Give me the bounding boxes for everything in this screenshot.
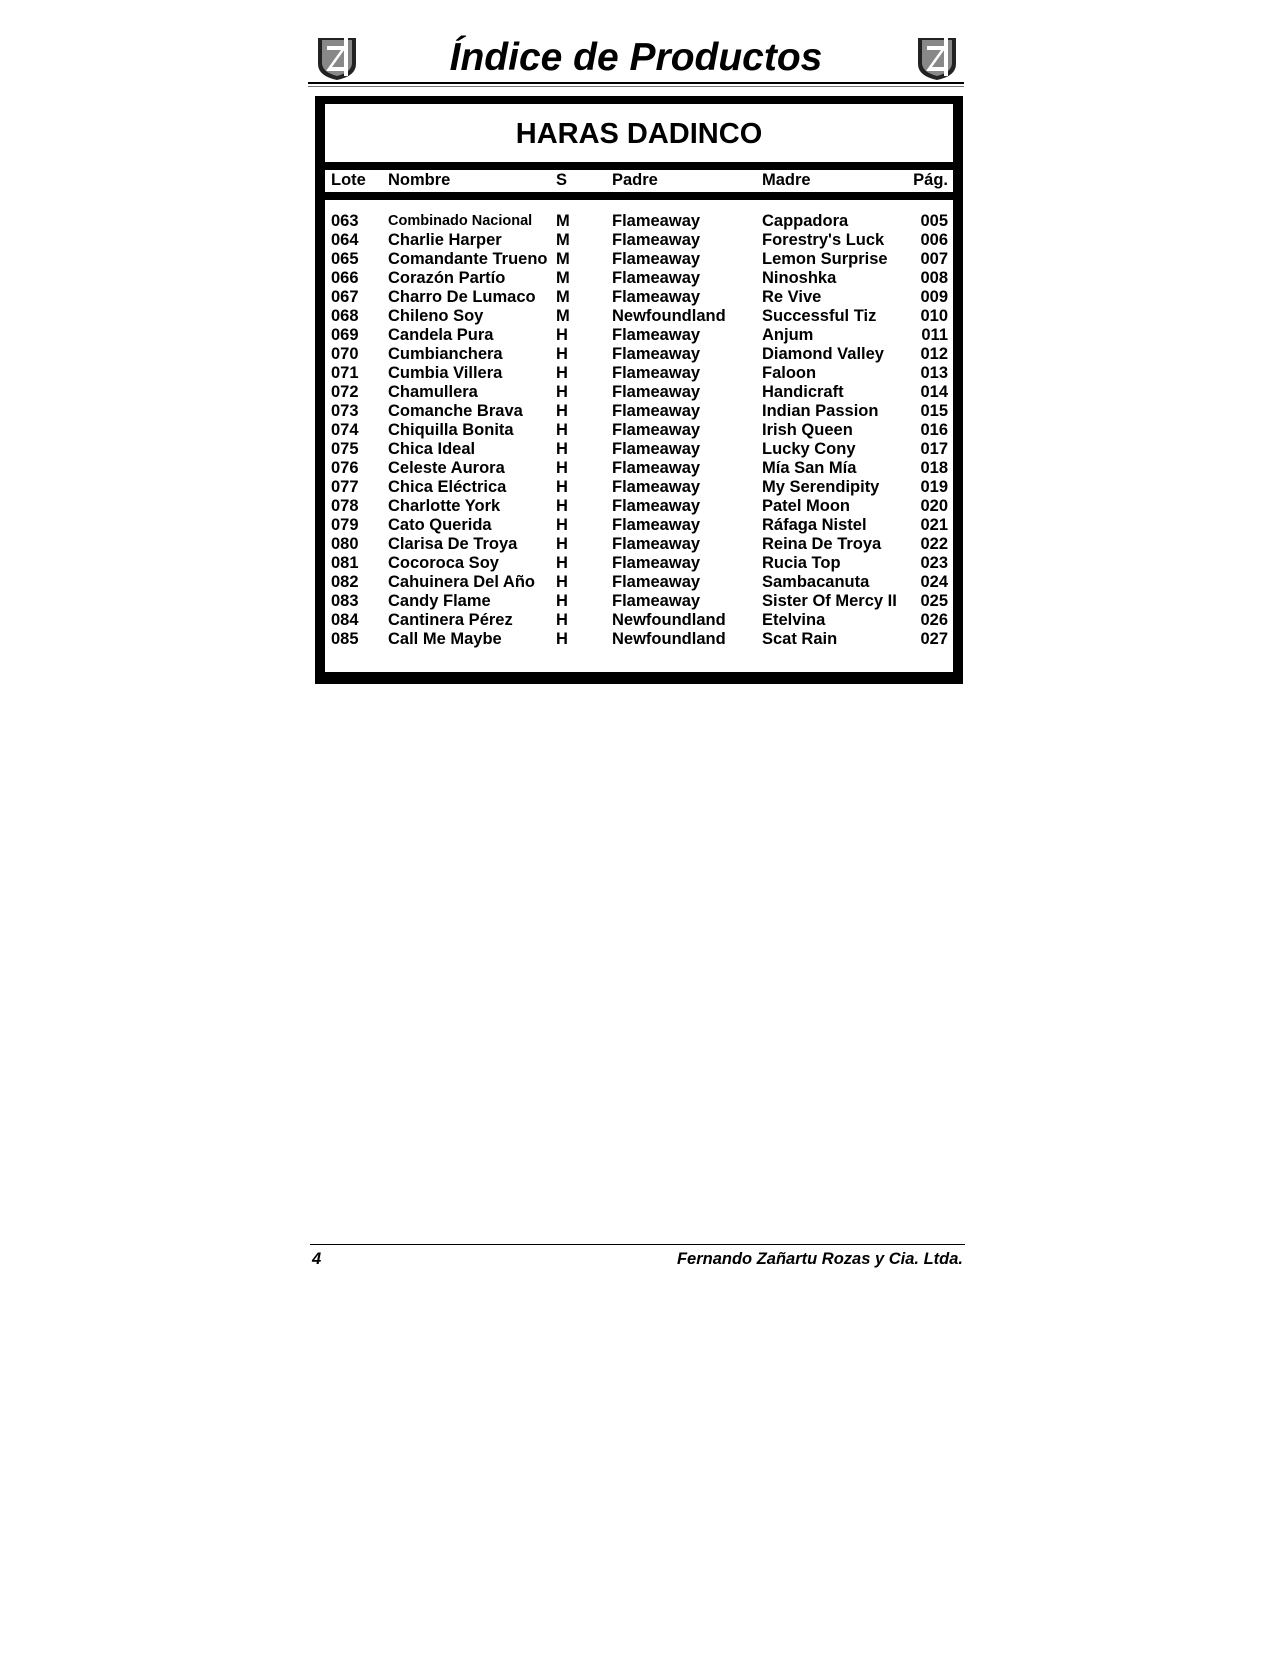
table-row [325, 326, 953, 345]
cell-nombre: Chileno Soy [388, 307, 484, 325]
cell-nombre: Candy Flame [388, 592, 491, 610]
company-name: HARAS DADINCO [515, 118, 763, 150]
cell-lote: 072 [331, 383, 359, 401]
cell-nombre: Cato Querida [388, 516, 492, 534]
cell-nombre: Candela Pura [388, 326, 494, 344]
cell-nombre: Cumbia Villera [388, 364, 503, 382]
cell-pag: 009 [920, 288, 948, 306]
cell-padre: Flameaway [612, 212, 701, 230]
cell-madre: My Serendipity [762, 478, 880, 496]
cell-pag: 027 [920, 630, 948, 648]
cell-padre: Flameaway [612, 459, 701, 477]
cell-pag: 016 [920, 421, 948, 439]
table-row [325, 459, 953, 478]
cell-lote: 065 [331, 250, 359, 268]
column-header-lote: Lote [331, 171, 366, 189]
column-header-madre: Madre [762, 171, 811, 189]
column-header-row [325, 170, 953, 192]
cell-pag: 011 [921, 326, 948, 344]
cell-s: H [556, 554, 568, 572]
cell-pag: 025 [920, 592, 948, 610]
table-row [325, 364, 953, 383]
cell-pag: 005 [920, 212, 948, 230]
cell-pag: 013 [920, 364, 948, 382]
cell-nombre: Charlie Harper [388, 231, 502, 249]
cell-madre: Sambacanuta [762, 573, 870, 591]
table-row [325, 573, 953, 592]
table-row [325, 592, 953, 611]
cell-madre: Etelvina [762, 611, 826, 629]
cell-lote: 071 [331, 364, 359, 382]
table-row [325, 497, 953, 516]
cell-pag: 023 [920, 554, 948, 572]
cell-pag: 021 [920, 516, 948, 534]
table-row [325, 440, 953, 459]
page-header [308, 30, 964, 86]
cell-madre: Scat Rain [762, 630, 838, 648]
cell-s: H [556, 535, 568, 553]
footer-company-name: Fernando Zañartu Rozas y Cia. Ltda. [676, 1250, 963, 1268]
cell-s: M [556, 212, 570, 230]
cell-s: H [556, 383, 568, 401]
cell-padre: Flameaway [612, 592, 701, 610]
cell-pag: 024 [920, 573, 948, 591]
cell-nombre: Chamullera [388, 383, 478, 401]
cell-lote: 079 [331, 516, 359, 534]
cell-madre: Lucky Cony [762, 440, 856, 458]
cell-s: H [556, 345, 568, 363]
cell-s: H [556, 326, 568, 344]
cell-madre: Diamond Valley [762, 345, 884, 363]
cell-lote: 074 [331, 421, 359, 439]
cell-nombre: Cumbianchera [388, 345, 503, 363]
cell-nombre: Corazón Partío [388, 269, 506, 287]
cell-s: H [556, 611, 568, 629]
cell-nombre: Combinado Nacional [388, 213, 533, 229]
cell-madre: Irish Queen [762, 421, 853, 439]
cell-madre: Ráfaga Nistel [762, 516, 867, 534]
cell-lote: 066 [331, 269, 359, 287]
footer-page-number: 4 [312, 1250, 322, 1268]
cell-s: H [556, 497, 568, 515]
cell-pag: 008 [920, 269, 948, 287]
cell-padre: Flameaway [612, 440, 701, 458]
page-title: Índice de Productos [449, 36, 823, 79]
cell-s: H [556, 440, 568, 458]
cell-pag: 018 [920, 459, 948, 477]
cell-nombre: Comandante Trueno [388, 250, 548, 268]
cell-padre: Flameaway [612, 250, 701, 268]
cell-madre: Forestry's Luck [762, 231, 885, 249]
cell-padre: Flameaway [612, 478, 701, 496]
cell-madre: Indian Passion [762, 402, 879, 420]
cell-pag: 026 [920, 611, 948, 629]
cell-lote: 083 [331, 592, 359, 610]
cell-padre: Flameaway [612, 364, 701, 382]
footer-rule [310, 1244, 965, 1245]
cell-lote: 075 [331, 440, 359, 458]
shield-z-logo-icon [914, 34, 960, 82]
cell-nombre: Cahuinera Del Año [388, 573, 535, 591]
cell-madre: Anjum [762, 326, 814, 344]
cell-lote: 073 [331, 402, 359, 420]
cell-padre: Flameaway [612, 497, 701, 515]
table-row [325, 231, 953, 250]
table-row [325, 383, 953, 402]
table-row [325, 402, 953, 421]
cell-lote: 076 [331, 459, 359, 477]
cell-padre: Flameaway [612, 402, 701, 420]
cell-lote: 069 [331, 326, 359, 344]
cell-lote: 063 [331, 212, 359, 230]
cell-padre: Flameaway [612, 535, 701, 553]
header-rule-secondary [308, 86, 964, 87]
cell-s: H [556, 573, 568, 591]
table-row [325, 345, 953, 364]
cell-padre: Flameaway [612, 516, 701, 534]
cell-madre: Rucia Top [762, 554, 841, 572]
cell-nombre: Celeste Aurora [388, 459, 505, 477]
cell-lote: 067 [331, 288, 359, 306]
table-row [325, 269, 953, 288]
cell-madre: Re Vive [762, 288, 822, 306]
cell-pag: 020 [920, 497, 948, 515]
cell-s: M [556, 288, 570, 306]
cell-madre: Faloon [762, 364, 817, 382]
cell-nombre: Charro De Lumaco [388, 288, 536, 306]
cell-padre: Newfoundland [612, 630, 726, 648]
cell-nombre: Chiquilla Bonita [388, 421, 514, 439]
cell-pag: 006 [920, 231, 948, 249]
cell-madre: Reina De Troya [762, 535, 882, 553]
cell-s: H [556, 421, 568, 439]
cell-s: H [556, 402, 568, 420]
table-row [325, 250, 953, 269]
index-frame [315, 96, 963, 684]
table-header [325, 171, 953, 190]
cell-madre: Successful Tiz [762, 307, 877, 325]
cell-pag: 012 [920, 345, 948, 363]
cell-padre: Flameaway [612, 231, 701, 249]
cell-lote: 070 [331, 345, 359, 363]
cell-padre: Flameaway [612, 269, 701, 287]
cell-lote: 080 [331, 535, 359, 553]
cell-nombre: Clarisa De Troya [388, 535, 518, 553]
cell-s: H [556, 364, 568, 382]
cell-padre: Flameaway [612, 326, 701, 344]
table-row [325, 611, 953, 630]
cell-pag: 015 [920, 402, 948, 420]
column-header-pag: Pág. [913, 171, 948, 189]
table-row [325, 307, 953, 326]
cell-madre: Cappadora [762, 212, 849, 230]
cell-s: H [556, 630, 568, 648]
company-title-band [325, 104, 953, 162]
cell-s: M [556, 250, 570, 268]
cell-pag: 017 [920, 440, 948, 458]
cell-pag: 010 [920, 307, 948, 325]
cell-nombre: Call Me Maybe [388, 630, 502, 648]
table-row [325, 630, 953, 649]
cell-madre: Mía San Mía [762, 459, 857, 477]
cell-nombre: Chica Eléctrica [388, 478, 507, 496]
cell-madre: Patel Moon [762, 497, 851, 515]
cell-s: H [556, 459, 568, 477]
cell-lote: 068 [331, 307, 359, 325]
cell-pag: 022 [920, 535, 948, 553]
cell-nombre: Cocoroca Soy [388, 554, 499, 572]
column-header-nombre: Nombre [388, 171, 451, 189]
cell-s: H [556, 592, 568, 610]
cell-s: M [556, 269, 570, 287]
cell-s: H [556, 516, 568, 534]
table-row [325, 478, 953, 497]
cell-padre: Flameaway [612, 554, 701, 572]
cell-padre: Flameaway [612, 573, 701, 591]
table-row [325, 554, 953, 573]
cell-madre: Handicraft [762, 383, 844, 401]
table-row [325, 421, 953, 440]
cell-s: H [556, 478, 568, 496]
cell-padre: Flameaway [612, 421, 701, 439]
cell-nombre: Chica Ideal [388, 440, 476, 458]
cell-lote: 078 [331, 497, 359, 515]
cell-lote: 084 [331, 611, 359, 629]
column-header-padre: Padre [612, 171, 658, 189]
header-rule [308, 82, 964, 84]
column-header-s: S [556, 171, 568, 189]
cell-nombre: Charlotte York [388, 497, 501, 515]
cell-padre: Newfoundland [612, 307, 726, 325]
cell-padre: Flameaway [612, 383, 701, 401]
cell-padre: Flameaway [612, 288, 701, 306]
cell-pag: 007 [920, 250, 948, 268]
cell-lote: 077 [331, 478, 359, 496]
cell-pag: 019 [920, 478, 948, 496]
cell-s: M [556, 231, 570, 249]
cell-s: M [556, 307, 570, 325]
table-row [325, 288, 953, 307]
cell-lote: 082 [331, 573, 359, 591]
cell-madre: Ninoshka [762, 269, 837, 287]
cell-lote: 085 [331, 630, 359, 648]
table-body [325, 200, 953, 672]
cell-padre: Newfoundland [612, 611, 726, 629]
cell-lote: 081 [331, 554, 359, 572]
cell-madre: Lemon Surprise [762, 250, 888, 268]
cell-padre: Flameaway [612, 345, 701, 363]
cell-pag: 014 [920, 383, 948, 401]
cell-lote: 064 [331, 231, 359, 249]
table-row [325, 535, 953, 554]
cell-madre: Sister Of Mercy II [762, 592, 897, 610]
cell-nombre: Cantinera Pérez [388, 611, 513, 629]
cell-nombre: Comanche Brava [388, 402, 523, 420]
table-row [325, 516, 953, 535]
table-row [325, 212, 953, 231]
